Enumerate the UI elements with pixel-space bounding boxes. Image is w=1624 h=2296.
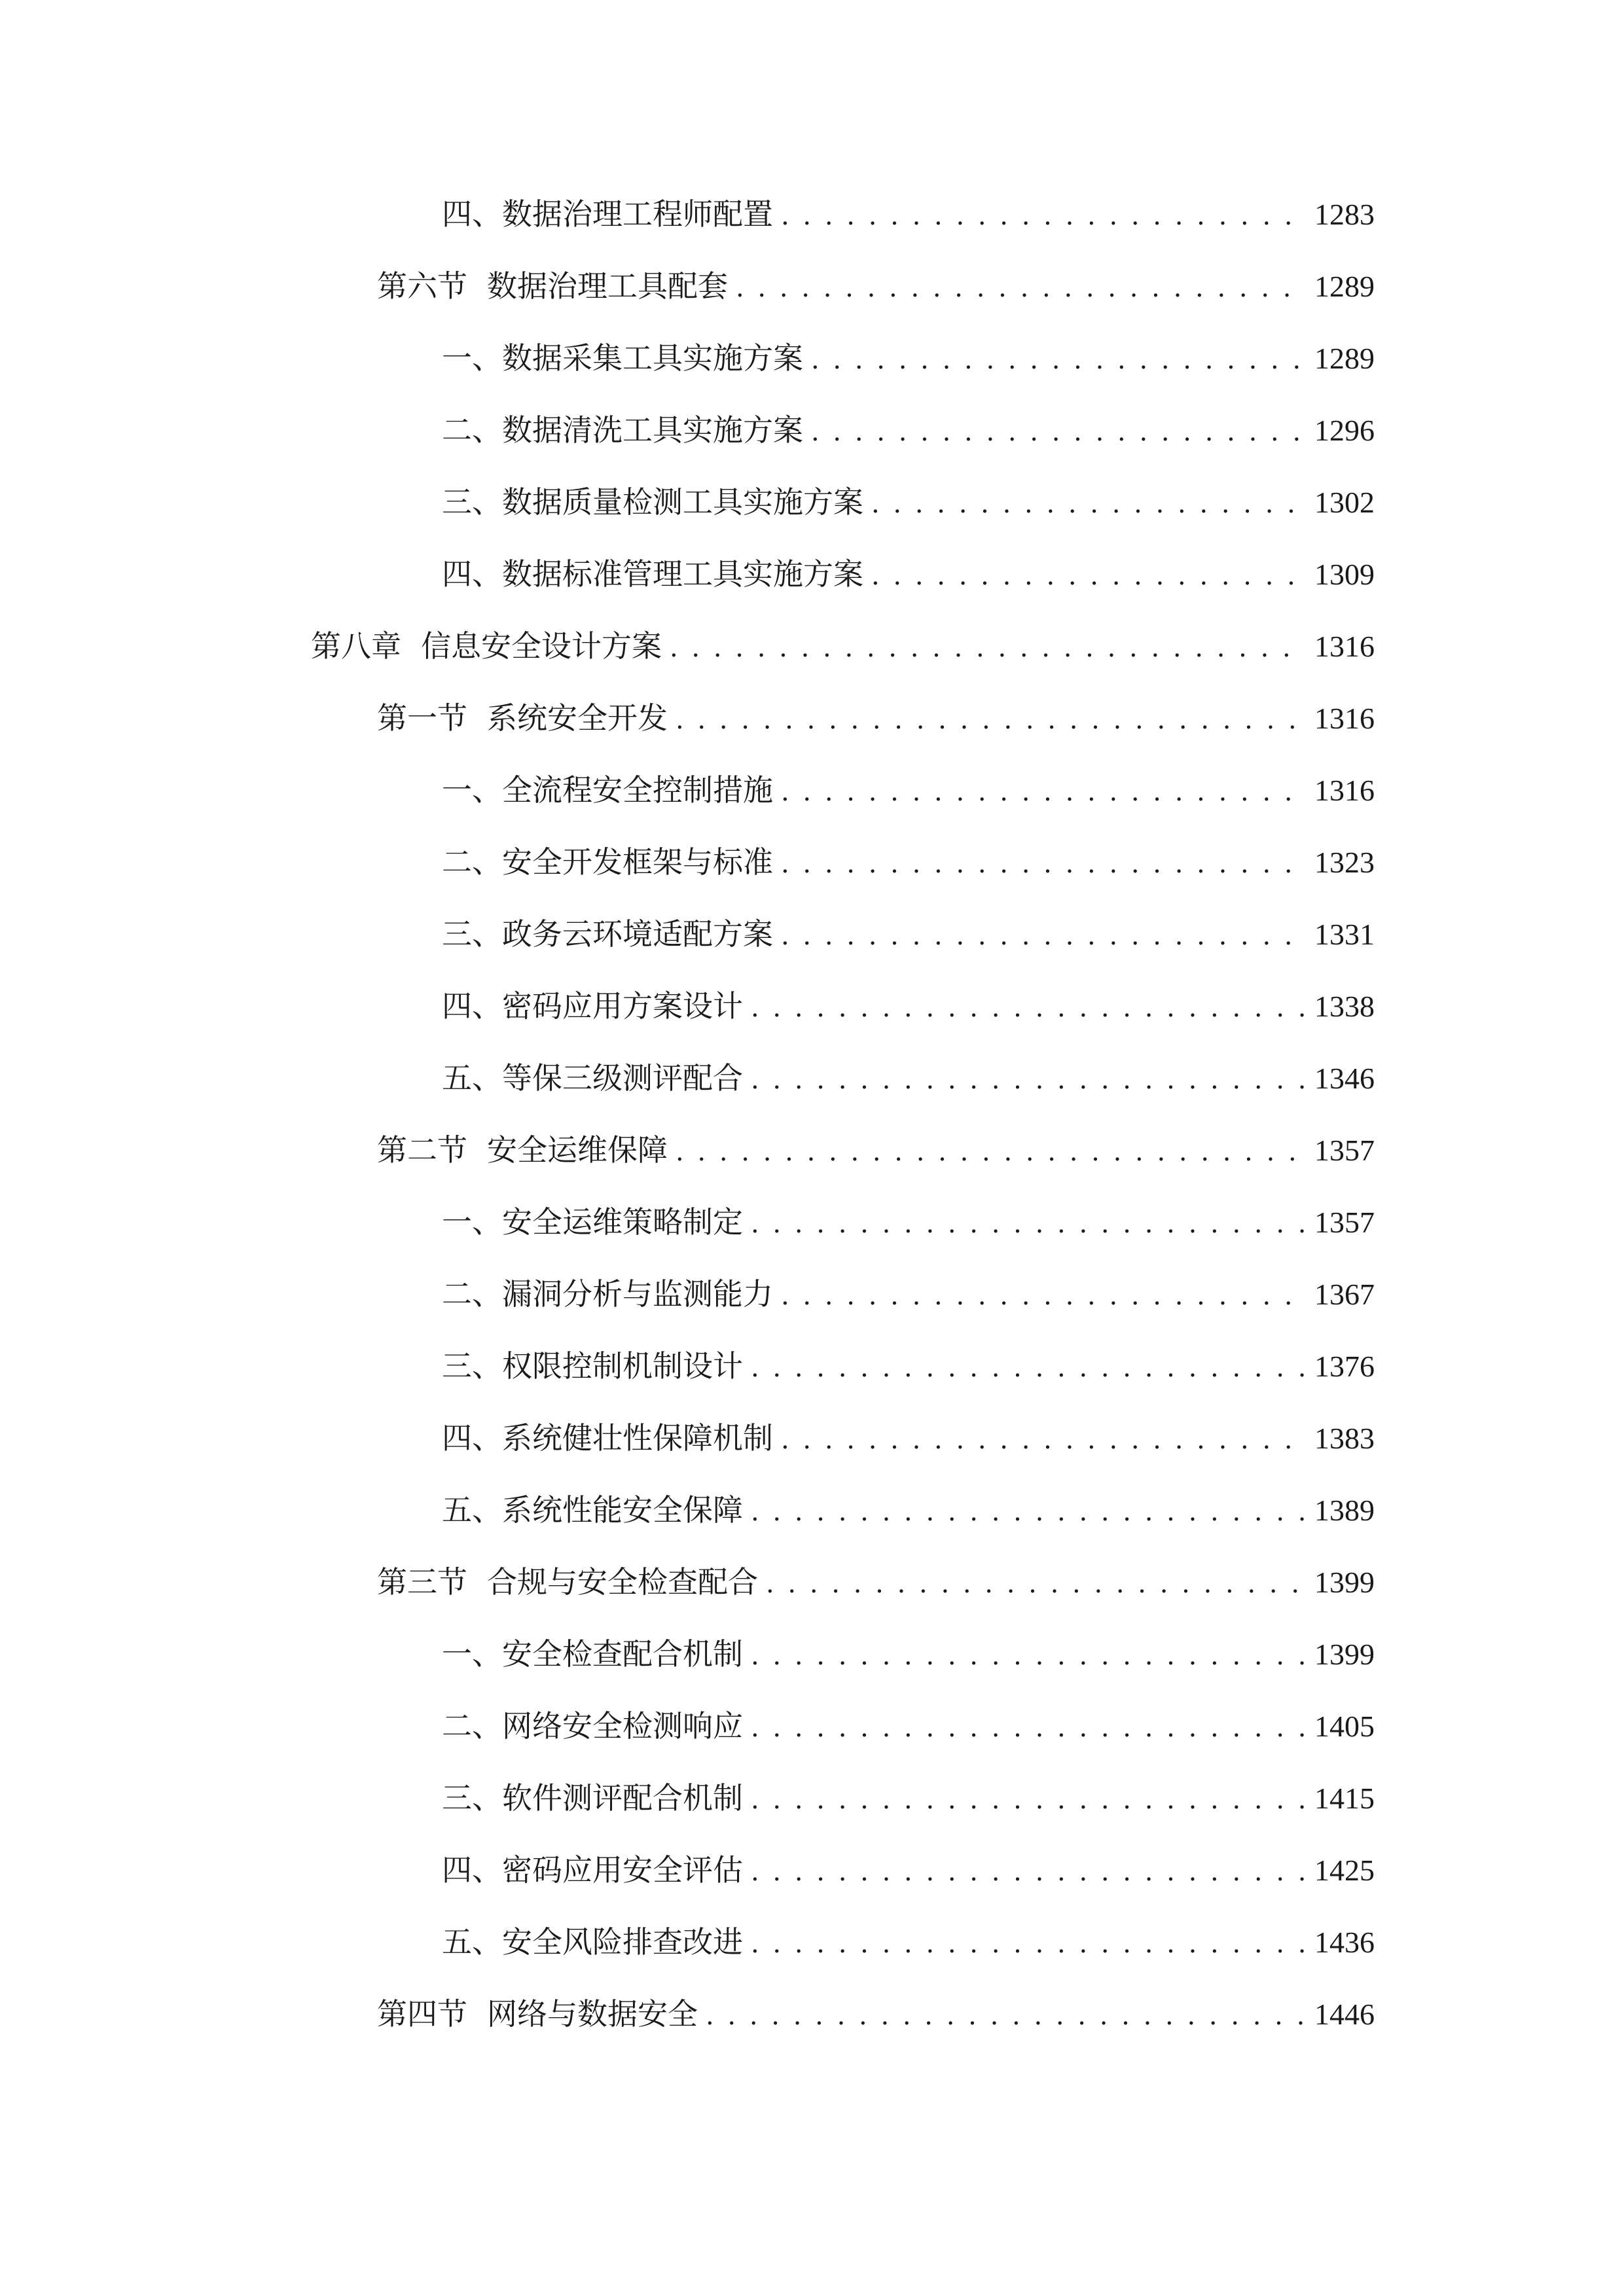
toc-entry-page-number: 1367 [1314, 1278, 1375, 1311]
toc-entry-number: 四、 [442, 1420, 502, 1456]
toc-entry[interactable] [0, 1922, 1624, 1994]
toc-entry-line [442, 554, 1375, 596]
toc-entry-title: 权限控制机制设计 [502, 1348, 743, 1384]
toc-entry-page-number: 1296 [1314, 414, 1375, 447]
toc-entry[interactable] [0, 842, 1624, 914]
toc-entry-number: 一、 [442, 1204, 502, 1240]
toc-entry-line [377, 698, 1375, 740]
toc-entry[interactable] [0, 1778, 1624, 1850]
toc-entry-number: 四、 [442, 988, 502, 1024]
toc-entry-line [442, 1490, 1375, 1532]
dot-leader [751, 1780, 1305, 1820]
dot-leader [766, 1564, 1305, 1604]
toc-entry-number: 二、 [442, 1276, 502, 1312]
toc-entry-line [442, 1778, 1375, 1820]
toc-entry-title: 安全检查配合机制 [502, 1636, 743, 1672]
toc-entry-title: 等保三级测评配合 [502, 1060, 743, 1096]
toc-entry-line [442, 842, 1375, 884]
toc-entry-line [377, 1130, 1375, 1172]
toc-entry-number: 一、 [442, 772, 502, 808]
toc-entry-page-number: 1436 [1314, 1926, 1375, 1959]
dot-leader [781, 772, 1305, 812]
toc-entry-title: 数据采集工具实施方案 [502, 340, 803, 376]
toc-entry[interactable] [0, 986, 1624, 1058]
toc-entry-title: 漏洞分析与监测能力 [502, 1276, 773, 1312]
toc-entry-title: 政务云环境适配方案 [502, 916, 773, 952]
toc-entry-page-number: 1383 [1314, 1422, 1375, 1455]
toc-entry-title: 密码应用安全评估 [502, 1852, 743, 1888]
toc-entry-number: 一、 [442, 340, 502, 376]
toc-entry-line [442, 1346, 1375, 1388]
toc-entry-page-number: 1302 [1314, 486, 1375, 519]
toc-entry-page-number: 1323 [1314, 846, 1375, 879]
dot-leader [871, 484, 1305, 524]
toc-entry-page-number: 1357 [1314, 1134, 1375, 1167]
toc-entry-line [442, 1274, 1375, 1316]
toc-entry[interactable] [0, 1706, 1624, 1778]
toc-entry-line [442, 1922, 1375, 1964]
toc-entry-number: 五、 [442, 1492, 502, 1528]
table-of-contents [0, 194, 1624, 2066]
toc-entry-page-number: 1346 [1314, 1062, 1375, 1095]
toc-entry-line [442, 1634, 1375, 1676]
toc-entry-line [311, 626, 1375, 668]
toc-entry-number: 第一节 [377, 700, 467, 736]
toc-entry-title: 数据清洗工具实施方案 [502, 412, 803, 448]
toc-entry-line [377, 1994, 1375, 2036]
toc-entry-number: 四、 [442, 1852, 502, 1888]
toc-entry[interactable] [0, 770, 1624, 842]
toc-entry-page-number: 1309 [1314, 558, 1375, 591]
toc-entry[interactable] [0, 338, 1624, 410]
toc-entry-title: 系统性能安全保障 [502, 1492, 743, 1528]
dot-leader [751, 1636, 1305, 1676]
toc-entry[interactable] [0, 554, 1624, 626]
toc-entry[interactable] [0, 1418, 1624, 1490]
toc-entry-page-number: 1376 [1314, 1350, 1375, 1383]
toc-entry-number: 第八章 [311, 628, 401, 664]
toc-entry[interactable] [0, 1850, 1624, 1922]
dot-leader [676, 700, 1305, 740]
toc-entry-title: 安全运维保障 [487, 1132, 668, 1168]
toc-entry-line [442, 482, 1375, 524]
dot-leader [781, 916, 1305, 956]
toc-entry-title: 信息安全设计方案 [421, 628, 662, 664]
toc-entry[interactable] [0, 410, 1624, 482]
dot-leader [811, 340, 1305, 380]
dot-leader [751, 1204, 1305, 1244]
toc-entry-title: 安全运维策略制定 [502, 1204, 743, 1240]
toc-entry-page-number: 1316 [1314, 774, 1375, 807]
toc-entry-page-number: 1415 [1314, 1782, 1375, 1815]
dot-leader [751, 1708, 1305, 1748]
toc-entry-page-number: 1338 [1314, 990, 1375, 1023]
toc-entry-page-number: 1331 [1314, 918, 1375, 951]
toc-entry-title: 数据治理工程师配置 [502, 196, 773, 232]
toc-entry-page-number: 1316 [1314, 702, 1375, 735]
toc-entry-page-number: 1389 [1314, 1494, 1375, 1527]
dot-leader [871, 556, 1305, 596]
toc-entry[interactable] [0, 914, 1624, 986]
toc-entry-line [442, 986, 1375, 1028]
toc-entry-number: 四、 [442, 556, 502, 592]
toc-entry-page-number: 1357 [1314, 1206, 1375, 1239]
dot-leader [781, 1420, 1305, 1460]
toc-entry-title: 软件测评配合机制 [502, 1780, 743, 1816]
toc-entry-title: 数据治理工具配套 [487, 268, 728, 304]
dot-leader [751, 988, 1305, 1028]
toc-entry[interactable] [0, 1130, 1624, 1202]
toc-entry-page-number: 1289 [1314, 342, 1375, 375]
toc-entry-number: 第二节 [377, 1132, 467, 1168]
toc-entry[interactable] [0, 1202, 1624, 1274]
toc-entry-line [442, 770, 1375, 812]
toc-entry[interactable] [0, 1058, 1624, 1130]
toc-entry-title: 系统健壮性保障机制 [502, 1420, 773, 1456]
toc-entry-number: 五、 [442, 1924, 502, 1960]
toc-entry-title: 合规与安全检查配合 [487, 1564, 758, 1600]
toc-entry-number: 一、 [442, 1636, 502, 1672]
toc-entry-number: 三、 [442, 484, 502, 520]
toc-entry-line [377, 1562, 1375, 1604]
toc-entry-line [442, 1058, 1375, 1100]
dot-leader [706, 1996, 1305, 2036]
dot-leader [751, 1348, 1305, 1388]
dot-leader [751, 1492, 1305, 1532]
toc-entry-number: 第六节 [377, 268, 467, 304]
dot-leader [676, 1132, 1305, 1172]
toc-entry[interactable] [0, 626, 1624, 698]
toc-entry-title: 系统安全开发 [487, 700, 668, 736]
dot-leader [751, 1924, 1305, 1964]
toc-entry-number: 第四节 [377, 1996, 467, 2032]
dot-leader [751, 1060, 1305, 1100]
toc-entry-line [442, 1202, 1375, 1244]
toc-entry-number: 五、 [442, 1060, 502, 1096]
toc-entry[interactable] [0, 698, 1624, 770]
toc-entry[interactable] [0, 1562, 1624, 1634]
toc-entry-line [442, 1706, 1375, 1748]
toc-entry-page-number: 1283 [1314, 198, 1375, 231]
toc-entry-line [377, 266, 1375, 308]
toc-entry-line [442, 914, 1375, 956]
toc-entry-page-number: 1289 [1314, 270, 1375, 303]
dot-leader [781, 844, 1305, 884]
dot-leader [781, 196, 1305, 236]
toc-entry-page-number: 1446 [1314, 1998, 1375, 2031]
toc-entry-number: 三、 [442, 1780, 502, 1816]
toc-entry-title: 安全风险排查改进 [502, 1924, 743, 1960]
toc-entry-page-number: 1399 [1314, 1566, 1375, 1599]
toc-entry[interactable] [0, 266, 1624, 338]
toc-entry[interactable] [0, 1274, 1624, 1346]
toc-entry[interactable] [0, 1994, 1624, 2066]
toc-entry-line [442, 1418, 1375, 1460]
toc-entry-page-number: 1405 [1314, 1710, 1375, 1743]
toc-entry[interactable] [0, 194, 1624, 266]
toc-entry-number: 二、 [442, 1708, 502, 1744]
dot-leader [670, 628, 1305, 668]
toc-entry-page-number: 1399 [1314, 1638, 1375, 1671]
dot-leader [736, 268, 1305, 308]
toc-entry-title: 全流程安全控制措施 [502, 772, 773, 808]
toc-entry-title: 网络与数据安全 [487, 1996, 698, 2032]
toc-entry-page-number: 1316 [1314, 630, 1375, 663]
toc-entry-number: 四、 [442, 196, 502, 232]
toc-entry[interactable] [0, 482, 1624, 554]
toc-entry-line [442, 194, 1375, 236]
dot-leader [781, 1276, 1305, 1316]
toc-entry-line [442, 338, 1375, 380]
toc-entry-title: 数据标准管理工具实施方案 [502, 556, 863, 592]
dot-leader [811, 412, 1305, 452]
toc-entry-title: 数据质量检测工具实施方案 [502, 484, 863, 520]
toc-entry-line [442, 1850, 1375, 1892]
toc-entry-number: 三、 [442, 1348, 502, 1384]
toc-entry-title: 密码应用方案设计 [502, 988, 743, 1024]
dot-leader [751, 1852, 1305, 1892]
toc-entry-number: 二、 [442, 412, 502, 448]
toc-entry-number: 第三节 [377, 1564, 467, 1600]
toc-entry-title: 网络安全检测响应 [502, 1708, 743, 1744]
toc-entry[interactable] [0, 1346, 1624, 1418]
toc-entry-title: 安全开发框架与标准 [502, 844, 773, 880]
toc-entry-page-number: 1425 [1314, 1854, 1375, 1887]
toc-entry[interactable] [0, 1490, 1624, 1562]
toc-entry-number: 二、 [442, 844, 502, 880]
toc-entry-number: 三、 [442, 916, 502, 952]
toc-entry-line [442, 410, 1375, 452]
toc-entry[interactable] [0, 1634, 1624, 1706]
